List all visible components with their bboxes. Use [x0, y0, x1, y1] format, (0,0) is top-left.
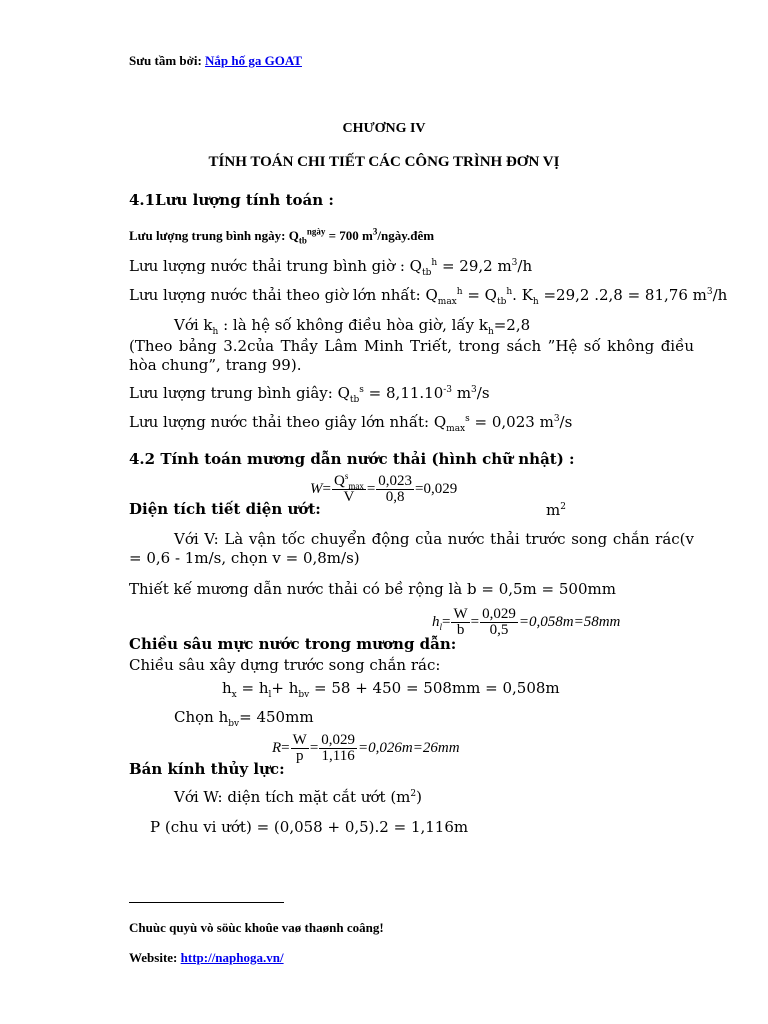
- construction-depth-label: Chiều sâu xây dựng trước song chắn rác:: [129, 656, 441, 674]
- freeboard-line: Chọn $h_{bv}= 450mm$: [174, 708, 314, 729]
- wet-area-label: Diện tích tiết diện ướt:: [129, 500, 321, 518]
- hourly-max-flow-line: Lưu lượng nước thải theo giờ lớn nhất: $Q_{max}^h = Q_{tb}^h$. $K_h =29,2$ .2,8 = 81,76 $m^3/h$: [129, 286, 728, 307]
- section-heading-4-2: 4.2 Tính toán mương dẫn nước thải (hình chữ nhật) :: [129, 450, 575, 468]
- wet-area-unit: $m^2$: [546, 501, 566, 519]
- hydraulic-radius-equation: R= $\frac{W}{p}$ = $\frac{0,029}{1,116}$ =0,026m=26mm: [272, 732, 460, 764]
- wet-area-definition: Với W: diện tích mặt cắt ướt $(m^2)$: [174, 788, 422, 806]
- chapter-number: CHƯƠNG IV: [342, 121, 426, 136]
- wet-area-equation: W= $\frac{Q^s_{max}}{V}$ = $\frac{0,023}{0,8}$ =0,029: [310, 471, 458, 505]
- per-second-avg-line: Lưu lượng trung bình giây: $Q_{tb}^s = 8,11.10^{-3}$ $m^3/s$: [129, 384, 490, 405]
- collected-by: Sưu tầm bởi: Nắp hố ga GOAT: [129, 53, 302, 68]
- hourly-avg-flow-line: Lưu lượng nước thải trung bình giờ : $Q_{tb}^h = 29,2$ $m^3/h$: [129, 257, 533, 278]
- collected-link[interactable]: Nắp hố ga GOAT: [205, 53, 302, 68]
- footer-divider: [129, 902, 284, 903]
- reference-note: (Theo bảng 3.2của Thầy Lâm Minh Triết, trong sách ”Hệ số không điều hòa chung”, trang 99).: [129, 337, 694, 374]
- water-depth-equation: $h_l=$ $\frac{W}{b}$ = $\frac{0,029}{0,5}$ =0,058m=58mm: [432, 606, 621, 638]
- wet-perimeter-line: P (chu vi ướt) = (0,058 + 0,5).2 = 1,116m: [150, 818, 469, 836]
- website-link[interactable]: http://naphoga.vn/: [180, 950, 284, 965]
- daily-flow-line: Lưu lượng trung bình ngày: $Q_{tb}^{ngày} = 700$ $m^3/ngày.đêm$: [129, 226, 435, 246]
- channel-width-line: Thiết kế mương dẫn nước thải có bề rộng là b = 0,5m = 500mm: [129, 580, 616, 598]
- chapter-title: TÍNH TOÁN CHI TIẾT CÁC CÔNG TRÌNH ĐƠN VỊ: [208, 154, 560, 170]
- construction-depth-calc: $h_x = h_l+ h_{bv} = 58 + 450 = 508mm = 0,508m$: [222, 679, 560, 700]
- section-heading-4-1: 4.1Lưu lượng tính toán :: [129, 191, 334, 209]
- water-depth-label: Chiều sâu mực nước trong mương dẫn:: [129, 635, 457, 653]
- kh-note: Với $k_h$ : là hệ số không điều hòa giờ, lấy $k_h=2,8$: [174, 316, 531, 337]
- hydraulic-radius-label: Bán kính thủy lực:: [129, 760, 285, 778]
- footer-slogan: Chuùc quyù vò söùc khoûe vaø thaønh coâng!: [129, 920, 384, 935]
- velocity-note: Với V: Là vận tốc chuyển động của nước thải trước song chắn rác(v = 0,6 - 1m/s, chọn v = 0,8m/s): [129, 530, 694, 567]
- per-second-max-line: Lưu lượng nước thải theo giây lớn nhất: $Q_{max}^s = 0,023$ $m^3/s$: [129, 413, 573, 434]
- footer-website: Website: http://naphoga.vn/: [129, 950, 284, 965]
